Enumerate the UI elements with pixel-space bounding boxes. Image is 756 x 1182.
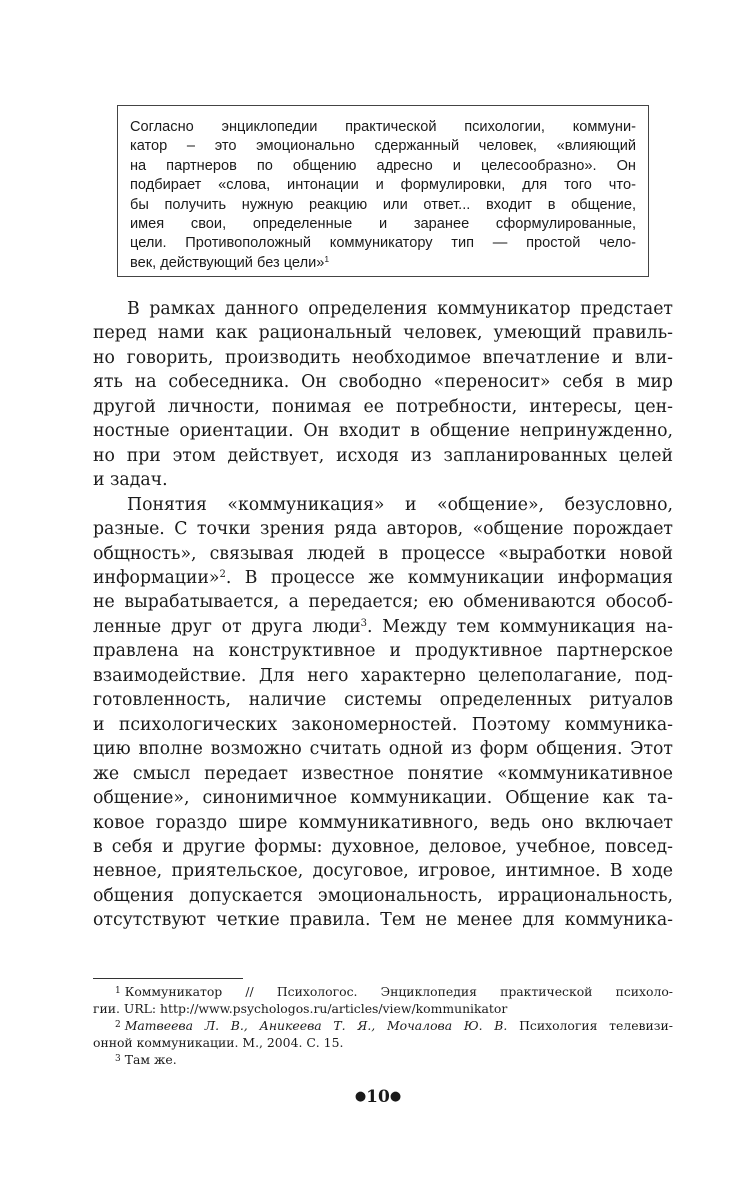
bullet-right: ●	[389, 1089, 402, 1104]
footnote-number: 3	[115, 1054, 121, 1064]
footnotes	[93, 983, 673, 1068]
paragraph-line: но при этом действует, исходя из запланированных целей	[93, 445, 673, 466]
quote-line: Согласно энциклопедии практической психологии, коммуни-	[130, 119, 636, 135]
footnote-ref-3[interactable]: 3	[360, 617, 367, 629]
footnote-ref-1[interactable]: 1	[324, 253, 330, 264]
paragraph-line: Понятия «коммуникация» и «общение», безусловно,	[127, 494, 673, 515]
paragraph-line: ковое гораздо шире коммуникативного, ведь оно включает	[93, 812, 673, 833]
footnote-authors: Матвеева Л. В., Аникеева Т. Я., Мочалова Ю. В.	[124, 1018, 508, 1033]
page-number	[0, 1087, 756, 1107]
footnote-2-cont: онной коммуникации. М., 2004. С. 15.	[93, 1035, 344, 1050]
paragraph-line	[93, 566, 673, 590]
paragraph-line: в себя и другие формы: духовное, деловое, учебное, повсед-	[93, 836, 673, 857]
text-run: информации»	[93, 567, 220, 588]
paragraph-line: невное, приятельское, досуговое, игровое, интимное. В ходе	[93, 861, 673, 882]
paragraph-line: цию вполне возможно считать одной из форм общения. Этот	[93, 739, 673, 760]
footnote-text: Там же.	[124, 1052, 177, 1067]
footnote-divider	[93, 978, 243, 979]
footnote-3	[93, 1051, 673, 1068]
boxed-quote	[117, 105, 649, 277]
quote-line: цели. Противоположный коммуникатору тип — простой чело-	[130, 235, 636, 252]
paragraph-line: же смысл передает известное понятие «коммуникативное	[93, 763, 673, 784]
text-run: . В процессе же коммуникации информация	[225, 567, 673, 588]
text-run: ленные друг от друга люди	[93, 616, 361, 637]
quote-line: подбирает «слова, интонации и формулировки, для того чтo-	[130, 177, 636, 194]
paragraph-line: разные. С точки зрения ряда авторов, «общение порождает	[93, 519, 673, 540]
footnote-text: Психология телевизи-	[507, 1018, 673, 1033]
footnote-2	[93, 1017, 673, 1034]
paragraph-line: общение», синонимичное коммуникации. Общение как та-	[93, 788, 673, 809]
quote-line: бы получить нужную реакцию или ответ... входит в общение,	[130, 196, 636, 213]
quote-line	[130, 254, 636, 273]
paragraph-line: взаимодействие. Для него характерно целеполагание, под-	[93, 665, 673, 686]
paragraph-line: перед нами как рациональный человек, умеющий правиль-	[93, 323, 673, 344]
footnote-1-cont: гии. URL: http://www.psychologos.ru/articles/view/kommunikator	[93, 1001, 508, 1016]
paragraph-line: и задач.	[93, 470, 168, 491]
paragraph-line: ностные ориентации. Он входит в общение непринужденно,	[93, 421, 673, 442]
paragraph-line: и психологических закономерностей. Поэтому коммуника-	[93, 714, 673, 735]
paragraph-line: готовленность, наличие системы определенных ритуалов	[93, 690, 673, 711]
paragraph-line: общность», связывая людей в процессе «выработки новой	[93, 543, 673, 564]
paragraph-line: но говорить, производить необходимое впечатление и вли-	[93, 347, 673, 368]
paragraph-line: не вырабатывается, а передается; ею обмениваются обособ-	[93, 592, 673, 613]
text-run: . Между тем коммуникация на-	[366, 616, 673, 637]
paragraph-line: другой личности, понимая ее потребности, интересы, цен-	[93, 396, 673, 417]
bullet-left: ●	[354, 1089, 367, 1104]
footnote-ref-2[interactable]: 2	[219, 568, 226, 580]
paragraph-line: В рамках данного определения коммуникатор предстает	[127, 299, 673, 319]
page-number-value: 10	[366, 1087, 390, 1107]
footnote-1	[93, 983, 673, 1000]
paragraph-line	[93, 615, 673, 639]
paragraph-line: ять на собеседника. Он свободно «переносит» себя в мир	[93, 372, 673, 393]
footnote-number: 1	[115, 986, 121, 996]
quote-line: на партнеров по общению адресно и целесообразно». Он	[130, 157, 636, 174]
body-text	[93, 297, 673, 933]
footnote-text: Коммуникатор // Психологос. Энциклопедия практической психоло-	[124, 984, 673, 999]
quote-line: имея свои, определенные и заранее сформулированные,	[130, 216, 636, 233]
paragraph-line: правлена на конструктивное и продуктивное партнерское	[93, 641, 673, 662]
paragraph-line: отсутствуют четкие правила. Тем не менее для коммуника-	[93, 910, 673, 931]
quote-line: катор – это эмоционально сдержанный человек, «влияющий	[130, 138, 636, 155]
quote-line-text: век, действующий без цели»	[130, 254, 325, 271]
paragraph-line: общения допускается эмоциональность, иррациональность,	[93, 885, 673, 906]
footnote-number: 2	[115, 1020, 121, 1030]
